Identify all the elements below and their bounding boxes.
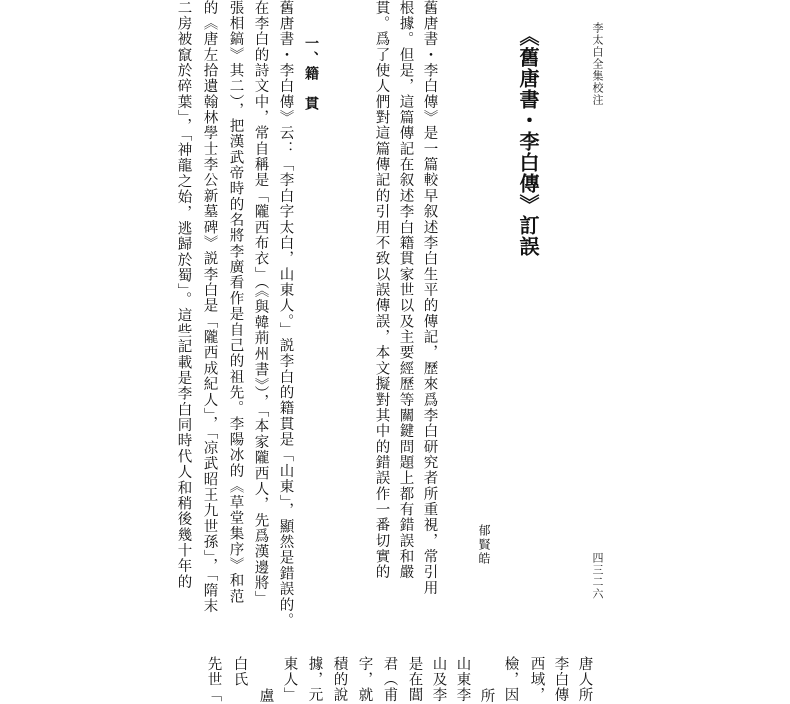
section-line-4: 的《唐左拾遺翰林學士李公新墓碑》説李白是「隴西成紀人」，「凉武昭王九世孫」，「隋末 xyxy=(201,0,218,614)
facing-line-1: 唐人所 xyxy=(576,656,593,703)
facing-line-5: 所 xyxy=(478,688,495,704)
section-line-1: 舊唐書・李白傳》云：「李白字太白，山東人。」説李白的籍貫是「山東」，顯然是錯誤的。 xyxy=(277,0,294,629)
facing-line-2: 李白傳 xyxy=(552,656,569,703)
section-heading: 一、籍 貫 xyxy=(303,36,319,111)
section-line-2: 在李白的詩文中，常自稱是「隴西布衣」（《與韓荊州書》），「本家隴西人，先爲漢邊將」 xyxy=(252,0,269,607)
intro-line-2: 根據。但是，這篇傳記在叙述李白籍貫家世以及主要經歷等關鍵問題上都有錯誤和嚴 xyxy=(397,0,414,581)
facing-line-10: 字，就 xyxy=(356,656,373,703)
facing-line-3: 西域， xyxy=(528,656,545,703)
running-header: 李太白全集校注 xyxy=(591,22,604,106)
section-line-5: 二房被竄於碎葉」，「神龍之始，逃歸於蜀」。這些記載是李白同時代人和稍後幾十年的 xyxy=(175,0,192,590)
facing-line-6: 山東李 xyxy=(454,656,471,703)
facing-line-11: 積的說 xyxy=(331,656,348,703)
facing-line-7: 山及李 xyxy=(430,656,447,703)
article-title: 《舊唐書・李白傳》訂誤 xyxy=(516,26,540,257)
facing-line-15: 白氏 xyxy=(231,656,248,687)
facing-line-14: 盧 xyxy=(257,688,274,704)
article-author: 郁賢皓 xyxy=(477,524,491,566)
facing-line-16: 先世「 xyxy=(205,656,222,703)
section-line-3: 張相鎬》其二），把漢武帝時的名將李廣看作是自己的祖先。李陽冰的《草堂集序》和范 xyxy=(227,0,244,605)
facing-line-13: 東人」 xyxy=(281,656,298,703)
facing-line-12: 據，元 xyxy=(306,656,323,703)
facing-line-4: 檢，因 xyxy=(502,656,519,703)
facing-line-8: 是在閶 xyxy=(406,656,423,703)
intro-line-3: 貫。爲了使人們對這篇傳記的引用不致以誤傳誤，本文擬對其中的錯誤作一番切實的 xyxy=(373,0,390,581)
intro-line-1: 舊唐書・李白傳》是一篇較早叙述李白生平的傳記，歷來爲李白研究者所重視，常引用 xyxy=(421,0,438,596)
facing-line-9: 君（甫 xyxy=(381,656,398,703)
page-number: 四三二六 xyxy=(591,552,604,600)
